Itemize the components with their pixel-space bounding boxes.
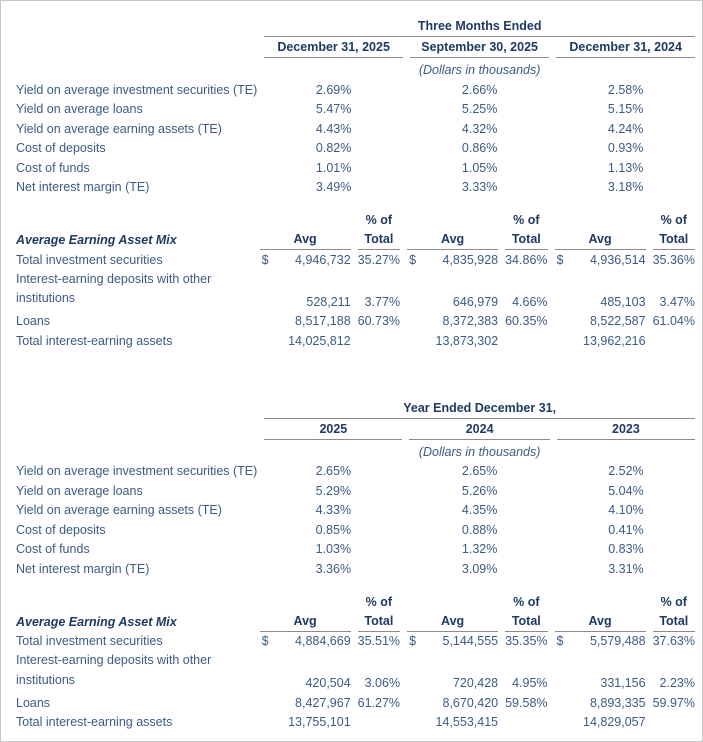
- yield-value: 1.05%: [461, 160, 498, 175]
- avg-value: 646,979: [452, 294, 499, 309]
- column-header: December 31, 2024: [556, 37, 695, 58]
- yield-value: 0.82%: [315, 141, 352, 155]
- yield-row: [16, 139, 695, 159]
- yield-value: 0.86%: [461, 141, 498, 155]
- row-label: Yield on average loans: [16, 102, 143, 116]
- yield-value: 4.33%: [315, 503, 352, 517]
- avg-value: 13,962,216: [583, 333, 646, 348]
- pct-value: 61.04%: [652, 314, 695, 328]
- units-note: (Dollars in thousands): [418, 63, 541, 77]
- yield-value: 0.85%: [315, 522, 352, 537]
- avg-value: 8,427,967: [295, 695, 351, 710]
- avg-value: 8,372,383: [442, 314, 499, 328]
- column-header: 2023: [557, 419, 695, 440]
- avg-number: 5,579,488: [589, 634, 646, 648]
- row-label: Total interest-earning assets: [16, 333, 173, 348]
- yield-row: [16, 559, 695, 579]
- row-label: Cost of funds: [16, 542, 90, 556]
- yield-value: 4.24%: [607, 121, 644, 136]
- avg-value: 331,156: [600, 676, 646, 690]
- avg-value: 13,755,101: [288, 715, 351, 729]
- pct-header-top: % of: [660, 213, 687, 227]
- mix-title: Average Earning Asset Mix: [16, 233, 177, 247]
- currency-symbol: $: [556, 252, 564, 267]
- row-label: Cost of funds: [16, 160, 90, 175]
- mix-header-top-row: [16, 592, 695, 612]
- row-label: Interest-earning deposits with other institutions: [16, 653, 212, 687]
- avg-value: [555, 250, 646, 270]
- period-header-row: [16, 395, 695, 419]
- pct-value: 60.73%: [357, 314, 401, 328]
- pct-value: 61.27%: [357, 695, 401, 710]
- yield-value: 2.58%: [607, 82, 644, 97]
- row-label: Loans: [16, 314, 51, 328]
- mix-row-deposits: [16, 270, 695, 312]
- avg-number: 4,884,669: [295, 634, 351, 648]
- row-label: Yield on average investment securities (TE): [16, 464, 258, 478]
- yield-row: [16, 100, 695, 120]
- yield-row: [16, 501, 695, 521]
- yield-value: 5.25%: [461, 102, 498, 116]
- units-row: [16, 58, 695, 80]
- yield-value: 1.13%: [607, 160, 644, 175]
- currency-symbol: $: [556, 634, 564, 648]
- mix-header-bottom-row: [16, 230, 695, 250]
- three-months-section: [9, 13, 702, 351]
- yield-value: 5.29%: [315, 483, 352, 498]
- yield-value: 2.66%: [461, 82, 498, 97]
- yield-value: 3.49%: [315, 180, 352, 194]
- avg-value: 14,829,057: [583, 715, 646, 729]
- yield-value: 2.69%: [315, 82, 352, 97]
- avg-number: 4,946,732: [295, 252, 351, 267]
- pct-header-top: % of: [513, 594, 540, 609]
- mix-row-securities: [16, 250, 695, 270]
- mix-row-loans: [16, 312, 695, 332]
- pct-header-bottom: Total: [505, 612, 547, 632]
- row-label: Total investment securities: [16, 252, 163, 267]
- units-row: [16, 440, 695, 462]
- pct-value: 4.95%: [512, 676, 548, 690]
- pct-header-bottom: Total: [653, 612, 695, 632]
- column-header-row: [16, 419, 695, 440]
- pct-value: 3.06%: [364, 676, 401, 690]
- pct-value: 2.23%: [659, 676, 695, 690]
- row-label: Loans: [16, 695, 51, 710]
- yield-value: 3.18%: [607, 180, 644, 194]
- column-header-row: [16, 37, 695, 58]
- avg-value: 14,025,812: [288, 333, 351, 348]
- row-label: Net interest margin (TE): [16, 561, 150, 576]
- avg-number: 4,936,514: [589, 252, 646, 267]
- yield-table-quarterly: [9, 13, 702, 197]
- pct-value: 35.51%: [357, 634, 401, 648]
- yield-value: 3.09%: [461, 561, 498, 576]
- yield-row: [16, 158, 695, 178]
- row-label: Net interest margin (TE): [16, 180, 150, 194]
- pct-value: 35.27%: [357, 252, 401, 267]
- mix-row-deposits: [16, 651, 695, 693]
- yield-value: 3.31%: [608, 561, 644, 576]
- column-header: 2024: [409, 419, 549, 440]
- avg-value: 13,873,302: [435, 333, 499, 348]
- avg-value: [260, 632, 351, 652]
- avg-header: Avg: [555, 230, 646, 250]
- pct-header-bottom: Total: [505, 230, 547, 250]
- period-header-row: [16, 13, 695, 37]
- pct-header-top: % of: [365, 594, 393, 609]
- row-label: Yield on average earning assets (TE): [16, 503, 222, 517]
- pct-header-bottom: Total: [358, 230, 400, 250]
- yield-value: 0.88%: [461, 522, 498, 537]
- avg-number: 5,144,555: [442, 634, 499, 648]
- avg-header: Avg: [260, 230, 351, 250]
- pct-value: 59.58%: [505, 695, 548, 710]
- pct-header-bottom: Total: [358, 612, 400, 632]
- row-label: Interest-earning deposits with other institutions: [16, 271, 212, 305]
- mix-header-bottom-row: [16, 612, 695, 632]
- column-header: December 31, 2025: [264, 37, 403, 58]
- avg-value: 14,553,415: [435, 715, 499, 729]
- pct-header-top: % of: [660, 594, 687, 609]
- avg-value: [555, 632, 646, 652]
- mix-row-loans: [16, 693, 695, 713]
- pct-value: 3.47%: [659, 294, 695, 309]
- pct-header-top: % of: [365, 213, 393, 227]
- yield-value: 3.33%: [461, 180, 498, 194]
- avg-value: 485,103: [600, 294, 646, 309]
- row-label: Yield on average earning assets (TE): [16, 121, 222, 136]
- yield-row: [16, 540, 695, 560]
- asset-mix-table-annual: [9, 592, 702, 733]
- avg-value: 8,517,188: [295, 314, 351, 328]
- period-title: Three Months Ended: [264, 13, 695, 37]
- units-note: (Dollars in thousands): [418, 444, 541, 459]
- pct-value: 60.35%: [505, 314, 548, 328]
- financial-report: [1, 1, 702, 732]
- currency-symbol: $: [409, 252, 417, 267]
- yield-value: 4.43%: [315, 121, 352, 136]
- pct-value: 35.35%: [505, 634, 548, 648]
- yield-value: 5.15%: [607, 102, 644, 116]
- mix-row-total: [16, 713, 695, 733]
- mix-header-top-row: [16, 210, 695, 230]
- yield-value: 5.04%: [608, 483, 644, 498]
- pct-value: 3.77%: [364, 294, 401, 309]
- currency-symbol: $: [409, 634, 417, 648]
- yield-value: 0.41%: [608, 522, 644, 537]
- yield-value: 2.65%: [315, 464, 352, 478]
- yield-value: 1.03%: [315, 542, 352, 556]
- yield-value: 4.35%: [461, 503, 498, 517]
- yield-value: 1.01%: [315, 160, 352, 175]
- yield-row: [16, 80, 695, 100]
- avg-header: Avg: [407, 230, 498, 250]
- asset-mix-table-quarterly: [9, 210, 702, 351]
- currency-symbol: $: [261, 252, 269, 267]
- yield-table-annual: [9, 395, 702, 579]
- pct-value: 35.36%: [652, 252, 695, 267]
- period-title: Year Ended December 31,: [264, 395, 695, 419]
- column-header: September 30, 2025: [410, 37, 549, 58]
- avg-value: 8,893,335: [589, 695, 646, 710]
- yield-row: [16, 520, 695, 540]
- avg-value: 8,522,587: [589, 314, 646, 328]
- yield-row: [16, 178, 695, 198]
- yield-value: 5.47%: [315, 102, 352, 116]
- avg-value: 528,211: [306, 294, 351, 309]
- avg-value: [260, 250, 351, 270]
- yield-row: [16, 481, 695, 501]
- year-ended-section: [9, 395, 702, 733]
- avg-number: 4,835,928: [442, 252, 499, 267]
- avg-value: 8,670,420: [442, 695, 499, 710]
- yield-row: [16, 462, 695, 482]
- avg-header: Avg: [555, 612, 646, 632]
- yield-value: 0.83%: [608, 542, 644, 556]
- pct-header-top: % of: [513, 213, 540, 227]
- yield-value: 1.32%: [461, 542, 498, 556]
- yield-value: 4.32%: [461, 121, 498, 136]
- avg-value: 720,428: [452, 676, 499, 690]
- currency-symbol: $: [261, 634, 269, 648]
- yield-value: 4.10%: [608, 503, 644, 517]
- pct-header-bottom: Total: [653, 230, 695, 250]
- mix-row-securities: [16, 632, 695, 652]
- yield-value: 3.36%: [315, 561, 352, 576]
- row-label: Cost of deposits: [16, 522, 106, 537]
- row-label: Yield on average loans: [16, 483, 143, 498]
- avg-header: Avg: [260, 612, 351, 632]
- pct-value: 37.63%: [652, 634, 695, 648]
- column-header: 2025: [264, 419, 402, 440]
- pct-value: 59.97%: [652, 695, 695, 710]
- row-label: Total interest-earning assets: [16, 715, 173, 729]
- row-label: Cost of deposits: [16, 141, 106, 155]
- row-label: Total investment securities: [16, 634, 163, 648]
- avg-value: [407, 632, 498, 652]
- row-label: Yield on average investment securities (TE): [16, 82, 258, 97]
- yield-row: [16, 119, 695, 139]
- yield-value: 5.26%: [461, 483, 498, 498]
- avg-value: 420,504: [305, 676, 351, 690]
- mix-row-total: [16, 331, 695, 351]
- yield-value: 2.52%: [608, 464, 644, 478]
- mix-title: Average Earning Asset Mix: [16, 614, 177, 629]
- avg-header: Avg: [407, 612, 498, 632]
- yield-value: 0.93%: [607, 141, 644, 155]
- avg-value: [407, 250, 498, 270]
- pct-value: 34.86%: [505, 252, 548, 267]
- pct-value: 4.66%: [512, 294, 548, 309]
- yield-value: 2.65%: [461, 464, 498, 478]
